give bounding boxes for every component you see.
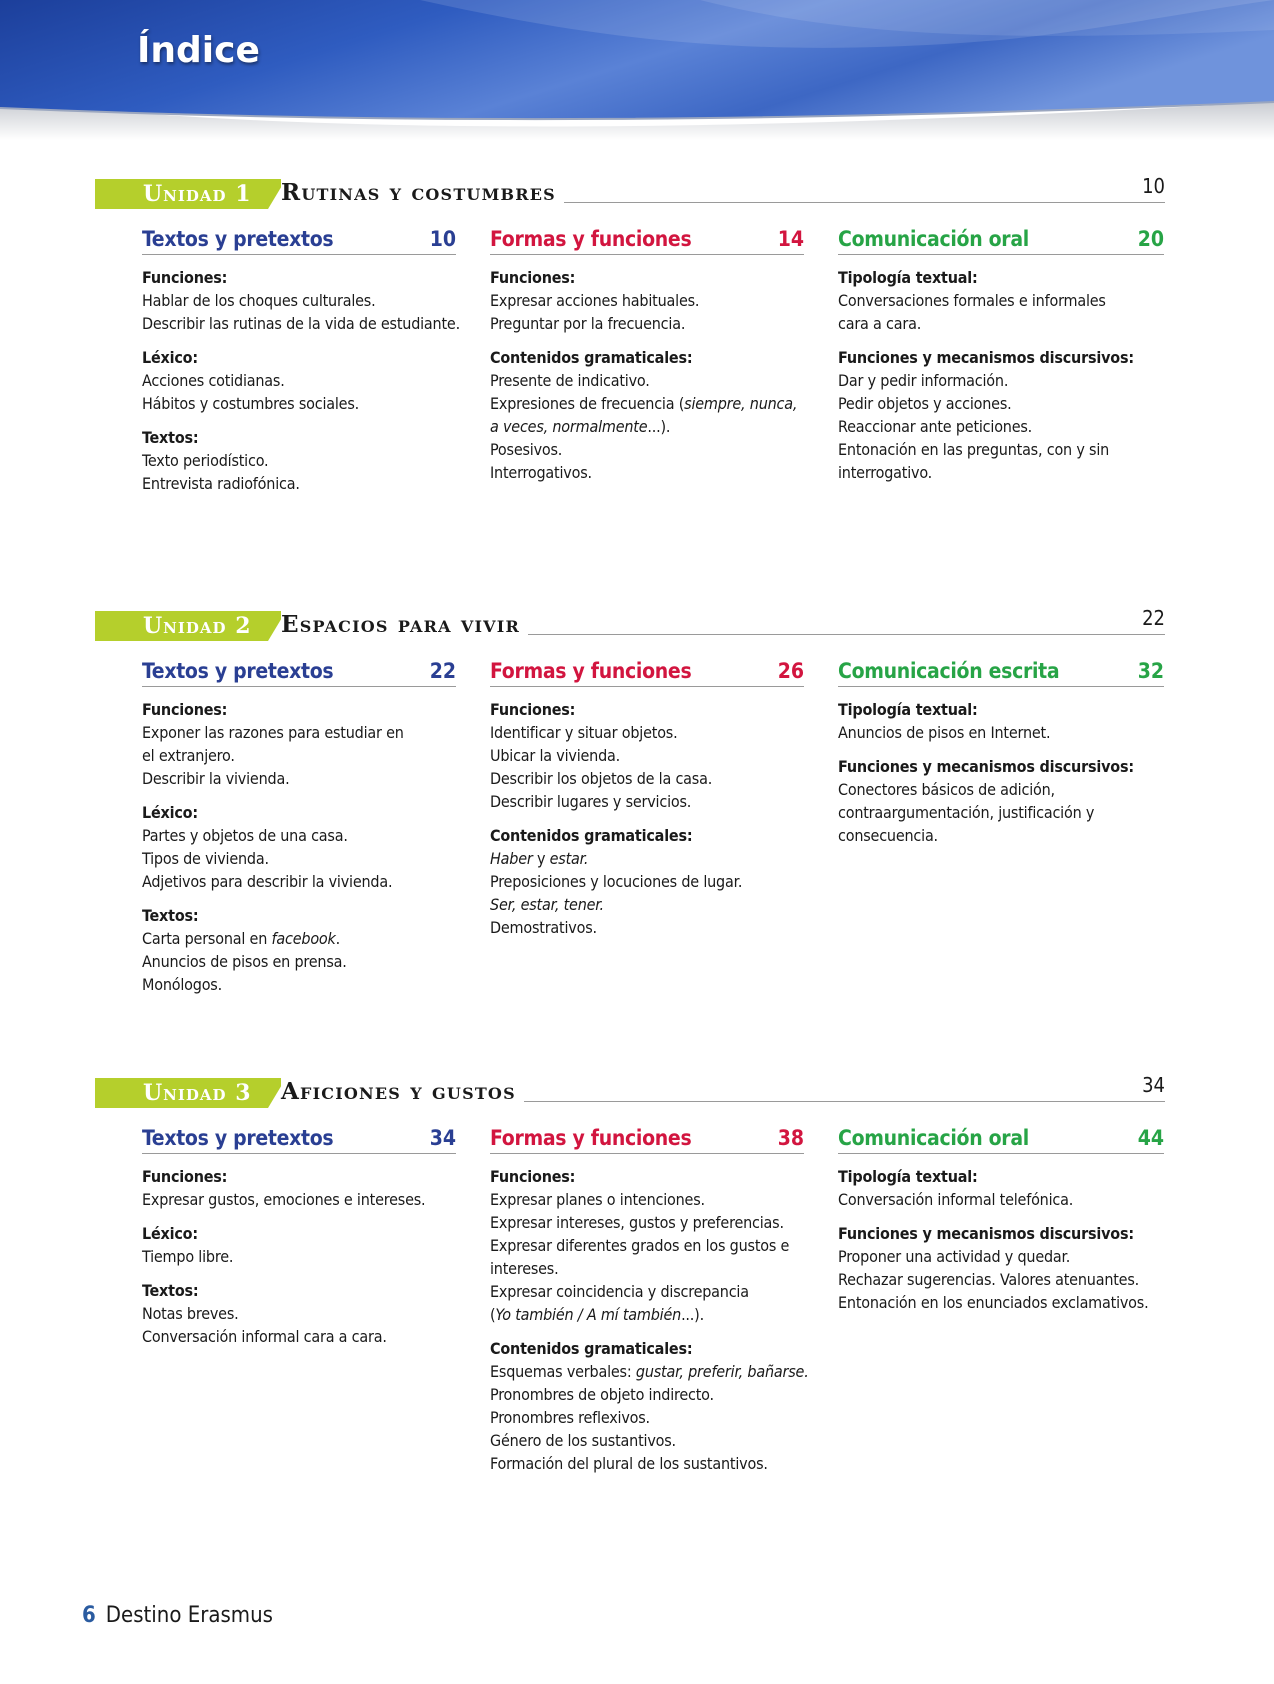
section-heading: Tipología textual: (838, 700, 978, 719)
toc-column (142, 226, 460, 495)
section-heading: Léxico: (142, 348, 198, 367)
column-title: Formas y funciones (490, 227, 692, 251)
column-title: Comunicación escrita (838, 659, 1060, 683)
section-line: interrogativo. (838, 463, 933, 482)
column-page-number: 32 (1137, 659, 1164, 683)
column-heading (142, 658, 456, 687)
section-line: Adjetivos para describir la vivienda. (142, 872, 393, 891)
unit-tag-label: Unidad 1 (143, 181, 252, 207)
column-heading (490, 658, 804, 687)
unit-tag (95, 179, 268, 209)
section-line: Posesivos. (490, 440, 563, 459)
section-heading: Funciones: (490, 1167, 576, 1186)
section-line: Tipos de vivienda. (142, 849, 269, 868)
unit-header (95, 176, 1165, 210)
section-line: Preguntar por la frecuencia. (490, 314, 686, 333)
unit-title: Rutinas y costumbres (281, 178, 564, 208)
column-page-number: 44 (1137, 1126, 1164, 1150)
section-line: Ubicar la vivienda. (490, 746, 621, 765)
content-section (490, 825, 804, 939)
content-section (490, 267, 804, 335)
section-heading: Textos: (142, 906, 199, 925)
toc-column (838, 226, 1164, 484)
unit-page-number: 10 (1142, 174, 1165, 198)
section-heading: Contenidos gramaticales: (490, 1339, 693, 1358)
section-line: Identificar y situar objetos. (490, 723, 678, 742)
content-section (142, 699, 456, 790)
page-number: 6 (82, 1603, 96, 1628)
column-heading (838, 1125, 1164, 1154)
column-page-number: 10 (429, 227, 456, 251)
section-line: Monólogos. (142, 975, 222, 994)
unit-tag (95, 611, 268, 641)
content-section (142, 1280, 456, 1348)
section-heading: Funciones y mecanismos discursivos: (838, 348, 1134, 367)
toc-column (838, 658, 1164, 847)
section-heading: Contenidos gramaticales: (490, 826, 693, 845)
section-heading: Léxico: (142, 803, 198, 822)
page-title: Índice (137, 30, 260, 71)
section-line: a veces, normalmente...). (490, 417, 671, 436)
section-heading: Funciones: (142, 1167, 228, 1186)
section-line: contraargumentación, justificación y (838, 803, 1095, 822)
content-section (838, 267, 1164, 335)
section-line: consecuencia. (838, 826, 938, 845)
section-line: Expresar planes o intenciones. (490, 1190, 705, 1209)
column-page-number: 38 (777, 1126, 804, 1150)
column-heading (490, 1125, 804, 1154)
column-title: Textos y pretextos (142, 227, 334, 251)
unit-header (95, 608, 1165, 642)
section-line: Expresar diferentes grados en los gustos e (490, 1236, 790, 1255)
section-line: Describir los objetos de la casa. (490, 769, 713, 788)
section-line: Expresar acciones habituales. (490, 291, 700, 310)
unit-tag-label: Unidad 3 (143, 1080, 252, 1106)
section-heading: Contenidos gramaticales: (490, 348, 693, 367)
section-line: Presente de indicativo. (490, 371, 650, 390)
column-title: Comunicación oral (838, 1126, 1029, 1150)
section-line: Anuncios de pisos en prensa. (142, 952, 347, 971)
toc-column (142, 658, 456, 996)
content-section (490, 1338, 809, 1475)
section-line: Preposiciones y locuciones de lugar. (490, 872, 743, 891)
section-line: Describir la vivienda. (142, 769, 290, 788)
section-heading: Funciones: (490, 268, 576, 287)
toc-column (490, 226, 804, 484)
section-line: Esquemas verbales: gustar, preferir, bañarse. (490, 1362, 809, 1381)
section-line: Hábitos y costumbres sociales. (142, 394, 360, 413)
section-line: Haber y estar. (490, 849, 589, 868)
unit-header (95, 1075, 1165, 1109)
section-line: Notas breves. (142, 1304, 239, 1323)
section-heading: Tipología textual: (838, 1167, 978, 1186)
toc-column (490, 1125, 809, 1475)
section-line: Rechazar sugerencias. Valores atenuantes. (838, 1270, 1140, 1289)
column-heading (838, 226, 1164, 255)
section-line: Interrogativos. (490, 463, 592, 482)
section-heading: Funciones y mecanismos discursivos: (838, 1224, 1134, 1243)
section-line: Género de los sustantivos. (490, 1431, 676, 1450)
section-heading: Funciones: (490, 700, 576, 719)
section-line: Tiempo libre. (142, 1247, 234, 1266)
unit-title: Espacios para vivir (281, 610, 528, 640)
section-heading: Funciones y mecanismos discursivos: (838, 757, 1134, 776)
content-section (142, 802, 456, 893)
section-heading: Funciones: (142, 700, 228, 719)
section-line: Acciones cotidianas. (142, 371, 285, 390)
column-title: Formas y funciones (490, 659, 692, 683)
content-section (838, 756, 1164, 847)
content-section (838, 1166, 1164, 1211)
content-section (142, 1223, 456, 1268)
section-line: Expresar coincidencia y discrepancia (490, 1282, 749, 1301)
section-line: Pedir objetos y acciones. (838, 394, 1012, 413)
content-section (142, 267, 460, 335)
section-line: Texto periodístico. (142, 451, 269, 470)
column-heading (142, 226, 456, 255)
column-page-number: 14 (777, 227, 804, 251)
column-heading (142, 1125, 456, 1154)
section-line: Entonación en las preguntas, con y sin (838, 440, 1110, 459)
column-page-number: 20 (1137, 227, 1164, 251)
section-line: Entrevista radiofónica. (142, 474, 300, 493)
section-line: Dar y pedir información. (838, 371, 1009, 390)
section-line: Conversación informal telefónica. (838, 1190, 1074, 1209)
section-heading: Tipología textual: (838, 268, 978, 287)
content-section (142, 427, 456, 495)
section-heading: Textos: (142, 428, 199, 447)
section-heading: Funciones: (142, 268, 228, 287)
column-heading (490, 226, 804, 255)
section-line: Expresiones de frecuencia (siempre, nunca, (490, 394, 798, 413)
section-line: Partes y objetos de una casa. (142, 826, 348, 845)
section-line: Describir lugares y servicios. (490, 792, 692, 811)
section-line: Conectores básicos de adición, (838, 780, 1055, 799)
content-section (142, 347, 456, 415)
section-line: Expresar intereses, gustos y preferencias. (490, 1213, 784, 1232)
section-line: Entonación en los enunciados exclamativos. (838, 1293, 1149, 1312)
section-line: intereses. (490, 1259, 559, 1278)
section-line: Ser, estar, tener. (490, 895, 604, 914)
content-section (490, 699, 804, 813)
content-section (838, 699, 1164, 744)
toc-column (838, 1125, 1164, 1314)
section-heading: Textos: (142, 1281, 199, 1300)
column-title: Textos y pretextos (142, 659, 334, 683)
section-line: Hablar de los choques culturales. (142, 291, 376, 310)
section-line: Carta personal en facebook. (142, 929, 341, 948)
content-section (838, 1223, 1164, 1314)
column-title: Formas y funciones (490, 1126, 692, 1150)
toc-column (490, 658, 804, 939)
content-section (142, 905, 456, 996)
section-line: Conversaciones formales e informales (838, 291, 1106, 310)
column-title: Textos y pretextos (142, 1126, 334, 1150)
column-page-number: 22 (429, 659, 456, 683)
header-banner (0, 0, 1274, 140)
section-line: Pronombres reflexivos. (490, 1408, 650, 1427)
section-line: Describir las rutinas de la vida de estudiante. (142, 314, 460, 333)
content-section (490, 347, 804, 484)
unit-page-number: 22 (1142, 606, 1165, 630)
unit-tag-label: Unidad 2 (143, 613, 252, 639)
section-heading: Léxico: (142, 1224, 198, 1243)
section-line: Pronombres de objeto indirecto. (490, 1385, 714, 1404)
unit-page-number: 34 (1142, 1073, 1165, 1097)
section-line: cara a cara. (838, 314, 922, 333)
section-line: (Yo también / A mí también...). (490, 1305, 704, 1324)
column-title: Comunicación oral (838, 227, 1029, 251)
section-line: Proponer una actividad y quedar. (838, 1247, 1071, 1266)
unit-title: Aficiones y gustos (281, 1077, 524, 1107)
section-line: Formación del plural de los sustantivos. (490, 1454, 768, 1473)
section-line: Demostrativos. (490, 918, 597, 937)
section-line: Reaccionar ante peticiones. (838, 417, 1033, 436)
section-line: Conversación informal cara a cara. (142, 1327, 387, 1346)
column-page-number: 34 (429, 1126, 456, 1150)
section-line: Anuncios de pisos en Internet. (838, 723, 1051, 742)
content-section (490, 1166, 804, 1326)
section-line: Expresar gustos, emociones e intereses. (142, 1190, 426, 1209)
book-title: Destino Erasmus (105, 1603, 273, 1628)
column-page-number: 26 (777, 659, 804, 683)
content-section (838, 347, 1164, 484)
section-line: el extranjero. (142, 746, 235, 765)
content-section (142, 1166, 456, 1211)
page-footer (82, 1603, 273, 1628)
toc-column (142, 1125, 456, 1348)
column-heading (838, 658, 1164, 687)
section-line: Exponer las razones para estudiar en (142, 723, 404, 742)
unit-tag (95, 1078, 268, 1108)
